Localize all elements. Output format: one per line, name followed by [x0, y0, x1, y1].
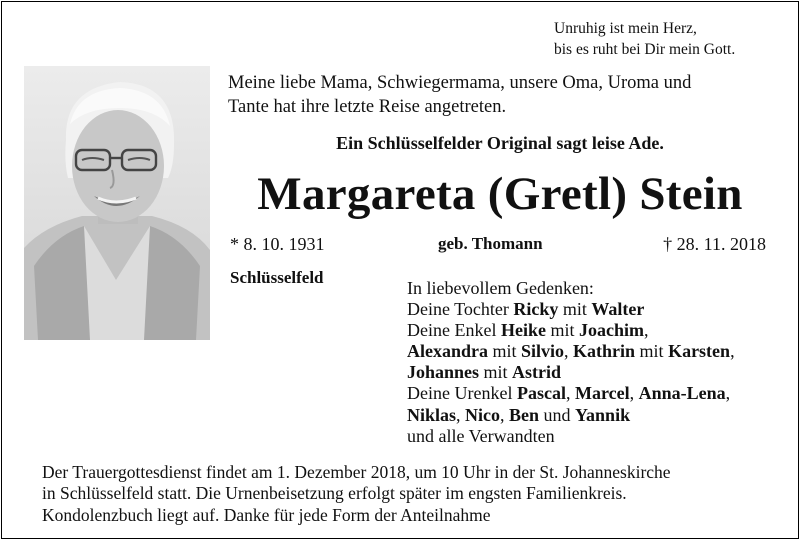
- intro-text: [228, 71, 788, 119]
- mourners-line: Alexandra mit Silvio, Kathrin mit Karsten,: [407, 341, 735, 362]
- motto-verse: [554, 18, 735, 60]
- maiden-name: geb. Thomann: [438, 234, 543, 253]
- death-date: † 28. 11. 2018: [663, 234, 766, 254]
- service-line: in Schlüsselfeld statt. Die Urnenbeisetzung erfolgt später im engsten Familienkreis.: [42, 483, 627, 504]
- mourners-list: [407, 278, 791, 447]
- portrait-photo: [24, 66, 210, 340]
- motto-line: Unruhig ist mein Herz,: [554, 20, 697, 37]
- service-line: Kondolenzbuch liegt auf. Danke für jede Form der Anteilnahme: [42, 504, 491, 525]
- hometown: Schlüsselfeld: [230, 268, 324, 287]
- mourners-heading: In liebevollem Gedenken:: [407, 278, 594, 298]
- funeral-service-info: [42, 462, 782, 526]
- mourners-closing: und alle Verwandten: [407, 425, 555, 446]
- mourners-line: Deine Urenkel Pascal, Marcel, Anna-Lena,: [407, 383, 731, 404]
- mourners-line: Deine Tochter Ricky mit Walter: [407, 299, 645, 320]
- mourners-line: Deine Enkel Heike mit Joachim,: [407, 320, 649, 341]
- motto-line: bis es ruht bei Dir mein Gott.: [554, 41, 736, 58]
- birth-date: * 8. 10. 1931: [230, 234, 325, 254]
- intro-line: Meine liebe Mama, Schwiegermama, unsere Oma, Uroma und: [228, 73, 692, 93]
- mourners-line: Niklas, Nico, Ben und Yannik: [407, 404, 631, 425]
- service-line: Der Trauergottesdienst findet am 1. Dezember 2018, um 10 Uhr in der St. Johanneskirche: [42, 462, 671, 482]
- portrait-photo-drawing: [24, 66, 210, 340]
- mourners-line: Johannes mit Astrid: [407, 362, 562, 383]
- tagline: Ein Schlüsselfelder Original sagt leise Ade.: [336, 133, 664, 153]
- intro-line: Tante hat ihre letzte Reise angetreten.: [228, 97, 507, 117]
- obituary-notice: [1, 1, 799, 539]
- deceased-name: Margareta (Gretl) Stein: [257, 168, 743, 220]
